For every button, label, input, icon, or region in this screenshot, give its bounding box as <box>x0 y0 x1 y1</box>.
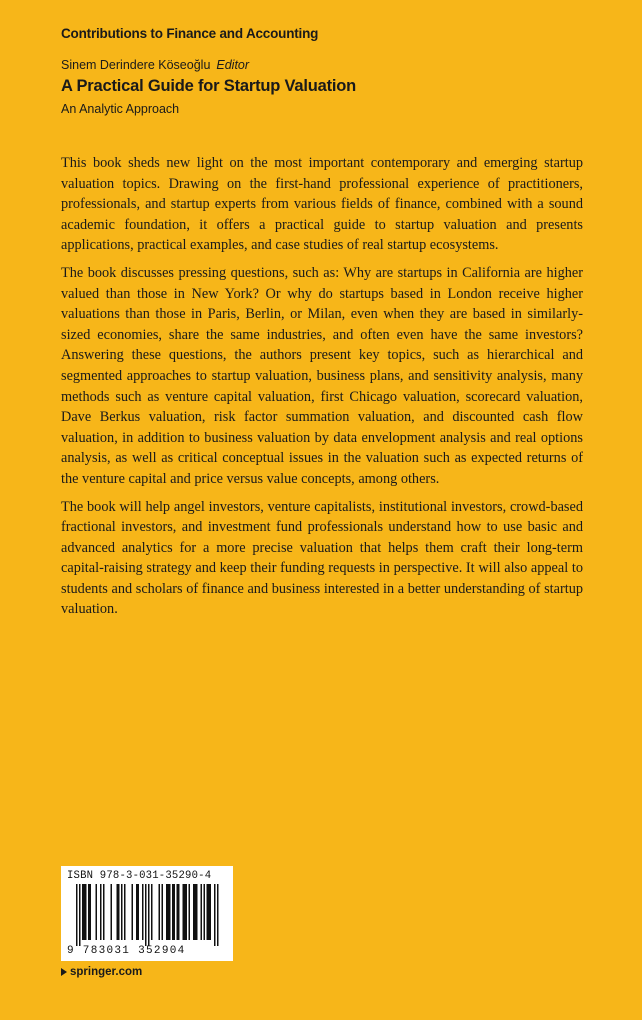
barcode-bar <box>79 884 81 946</box>
barcode-bar <box>168 884 170 940</box>
book-title: A Practical Guide for Startup Valuation <box>61 77 357 95</box>
barcode-bar <box>193 884 195 940</box>
barcode-bar <box>100 884 102 940</box>
barcode-bar <box>138 884 140 940</box>
barcode-bar <box>151 884 153 940</box>
barcode-bar <box>208 884 210 940</box>
ean-digits: 9 783031 352904 <box>67 945 186 957</box>
barcode-bar <box>117 884 119 940</box>
barcode-bar <box>111 884 113 940</box>
barcode-bar <box>145 884 147 946</box>
series-name: Contributions to Finance and Accounting <box>61 26 319 41</box>
barcode-bar <box>88 884 90 940</box>
barcode-bar <box>103 884 105 940</box>
barcode-bar <box>159 884 161 940</box>
book-subtitle: An Analytic Approach <box>61 102 180 116</box>
barcode-bar <box>186 884 188 940</box>
barcode-bar <box>76 884 78 946</box>
isbn-label: ISBN 978-3-031-35290-4 <box>67 870 212 882</box>
editor-role: Editor <box>216 58 250 72</box>
barcode-bar <box>132 884 134 940</box>
barcode-bar <box>214 884 216 946</box>
barcode-bar <box>166 884 168 940</box>
blurb-paragraph-3: The book will help angel investors, venture capitalists, institutional investors, crowd-based fractional investors, and investment fund professionals understand how to use basic and advanced analytics for a more precise valuation that helps them craft their long-term capital-raising strategy and keep their funding requests in perspective. It will also appeal to students and scholars of finance and business interested in a better understanding of startup valuation. <box>61 498 583 618</box>
editor-line <box>61 58 249 72</box>
barcode-bar <box>201 884 203 940</box>
barcode-bar <box>195 884 197 940</box>
barcode-bar <box>204 884 206 940</box>
barcode-bar <box>184 884 186 940</box>
barcode-bar <box>90 884 92 940</box>
blurb-paragraph-2: The book discusses pressing questions, such as: Why are startups in California are higher valued than those in New York? Or why do startups based in London receive higher valuations than those in Paris, Berlin, or Milan, even when they are based in similarly-sized economies, share the same industries, and often even have the same investors? Answering these questions, the authors present key topics, such as hierarchical and segmented approaches to startup valuation, business plans, and sensitivity analysis, many methods such as venture capital valuation, first Chicago valuation, scorecard valuation, Dave Berkus valuation, risk factor summation valuation, and discounted cash flow valuation, in addition to business valuation by data envelopment analysis and real options analysis, as well as critical conceptual issues in the valuation such as expected returns of the venture capital and price versus value concepts, among others. <box>61 264 583 487</box>
publisher-link[interactable] <box>61 966 142 978</box>
barcode-bar <box>210 884 212 940</box>
barcode-bar <box>172 884 174 940</box>
blurb-paragraph-1: This book sheds new light on the most important contemporary and emerging startup valuation topics. Drawing on the first-hand professional experience of practitioners, professionals, and startup experts from various fields of finance, combined with a sound academic foundation, it offers a practical guide to startup valuation and presents applications, practical examples, and case studies of real startup ecosystems. <box>61 155 583 254</box>
barcode-bar <box>178 884 180 940</box>
barcode-bars <box>67 884 227 946</box>
barcode-bar <box>96 884 98 940</box>
barcode-bar <box>142 884 144 940</box>
barcode-bar <box>148 884 150 946</box>
barcode-box <box>61 866 233 961</box>
barcode-bar <box>118 884 120 940</box>
barcode-bar <box>85 884 87 940</box>
barcode-bar <box>121 884 123 940</box>
barcode-bar <box>174 884 176 940</box>
barcode-bar <box>82 884 84 940</box>
barcode-bar <box>169 884 171 940</box>
barcode-bar <box>162 884 164 940</box>
barcode-bar <box>207 884 209 940</box>
arrow-right-icon <box>61 968 67 976</box>
barcode-bar <box>177 884 179 940</box>
barcode-bar <box>189 884 191 940</box>
barcode-bar <box>84 884 86 940</box>
barcode-bar <box>196 884 198 940</box>
barcode-bar <box>136 884 138 940</box>
blurb <box>61 153 583 627</box>
editor-name: Sinem Derindere Köseoğlu <box>61 58 211 72</box>
publisher-url: springer.com <box>70 966 143 978</box>
barcode-bar <box>124 884 126 940</box>
barcode-bar <box>217 884 219 946</box>
barcode-bar <box>183 884 185 940</box>
